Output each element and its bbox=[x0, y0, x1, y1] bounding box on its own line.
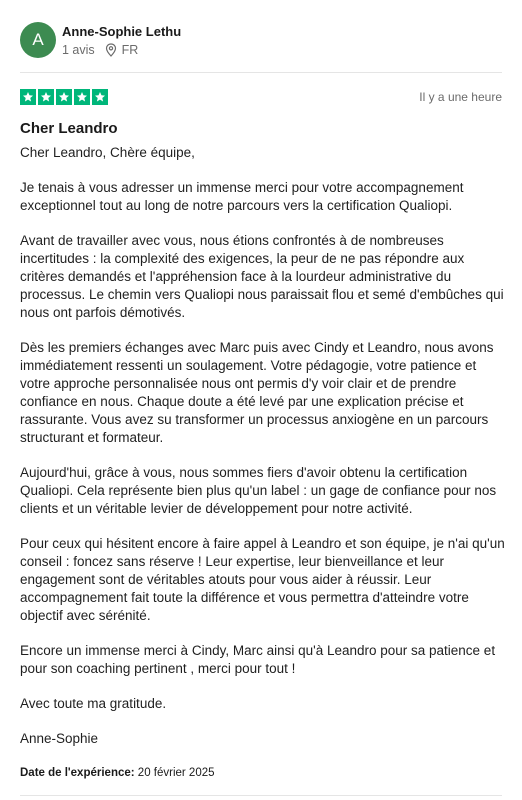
review-signature: Anne-Sophie bbox=[20, 731, 99, 746]
divider bbox=[20, 72, 502, 73]
review-paragraph: Aujourd'hui, grâce à vous, nous sommes fiers d'avoir obtenu la certification Qualiopi. Cela représente bien plus qu'un label : un gage de confiance pour nos clients et un véritable levier de développement pour notre activité. bbox=[20, 465, 497, 516]
star-icon bbox=[20, 89, 36, 105]
location-pin-icon bbox=[105, 43, 117, 57]
review-paragraph: Encore un immense merci à Cindy, Marc ainsi qu'à Leandro pour sa patience et pour son coaching pertinent , merci pour tout ! bbox=[20, 643, 496, 676]
star-icon bbox=[56, 89, 72, 105]
star-icon bbox=[38, 89, 54, 105]
review-paragraph: Je tenais à vous adresser un immense merci pour votre accompagnement exceptionnel tout au long de notre parcours vers la certification Qualiopi. bbox=[20, 180, 464, 213]
review-paragraph: Avec toute ma gratitude. bbox=[20, 696, 167, 711]
avatar[interactable]: A bbox=[20, 22, 56, 58]
review-paragraph: Avant de travailler avec vous, nous étions confrontés à de nombreuses incertitudes : la complexité des exigences, la peur de ne pas répondre aux critères demandés et l'appréhension face à la lourdeur administrative du processus. Le chemin vers Qualiopi nous paraissait flou et semé d'embûches qui nous ont parfois démotivés. bbox=[20, 233, 504, 320]
reviewer-country: FR bbox=[121, 43, 139, 57]
reviewer-meta bbox=[62, 43, 138, 57]
divider bbox=[20, 795, 502, 796]
experience-value: 20 février 2025 bbox=[137, 767, 215, 779]
review-paragraph: Dès les premiers échanges avec Marc puis avec Cindy et Leandro, nous avons immédiatement ressenti un soulagement. Votre pédagogie, votre patience et votre approche personnalisée nous ont permis d'y voir clair et de prendre confiance en nous. Chaque doute a été levé par une explication précise et rassurante. Vous avez su transformer un processus anxiogène en un parcours structurant et formateur. bbox=[20, 340, 494, 445]
star-icon bbox=[92, 89, 108, 105]
review-paragraph: Cher Leandro, Chère équipe, bbox=[20, 145, 195, 160]
star-icon bbox=[74, 89, 90, 105]
review-title[interactable]: Cher Leandro bbox=[20, 120, 118, 137]
experience-label: Date de l'expérience: bbox=[20, 767, 135, 779]
review-paragraph: Pour ceux qui hésitent encore à faire appel à Leandro et son équipe, je n'ai qu'un conseil : foncez sans réserve ! Leur expertise, leur bienveillance et leur engagement sont de véritables atouts pour vous aider à réussir. Leur accompagnement fait toute la différence et vous permettra d'atteindre votre objectif avec sérénité. bbox=[20, 536, 505, 623]
review-body bbox=[20, 144, 506, 765]
experience-date bbox=[20, 767, 215, 779]
star-rating bbox=[20, 89, 108, 105]
review-count: 1 avis bbox=[62, 43, 95, 57]
review-date: Il y a une heure bbox=[419, 90, 502, 104]
reviewer-header bbox=[20, 22, 500, 62]
reviewer-name[interactable]: Anne-Sophie Lethu bbox=[62, 24, 182, 39]
